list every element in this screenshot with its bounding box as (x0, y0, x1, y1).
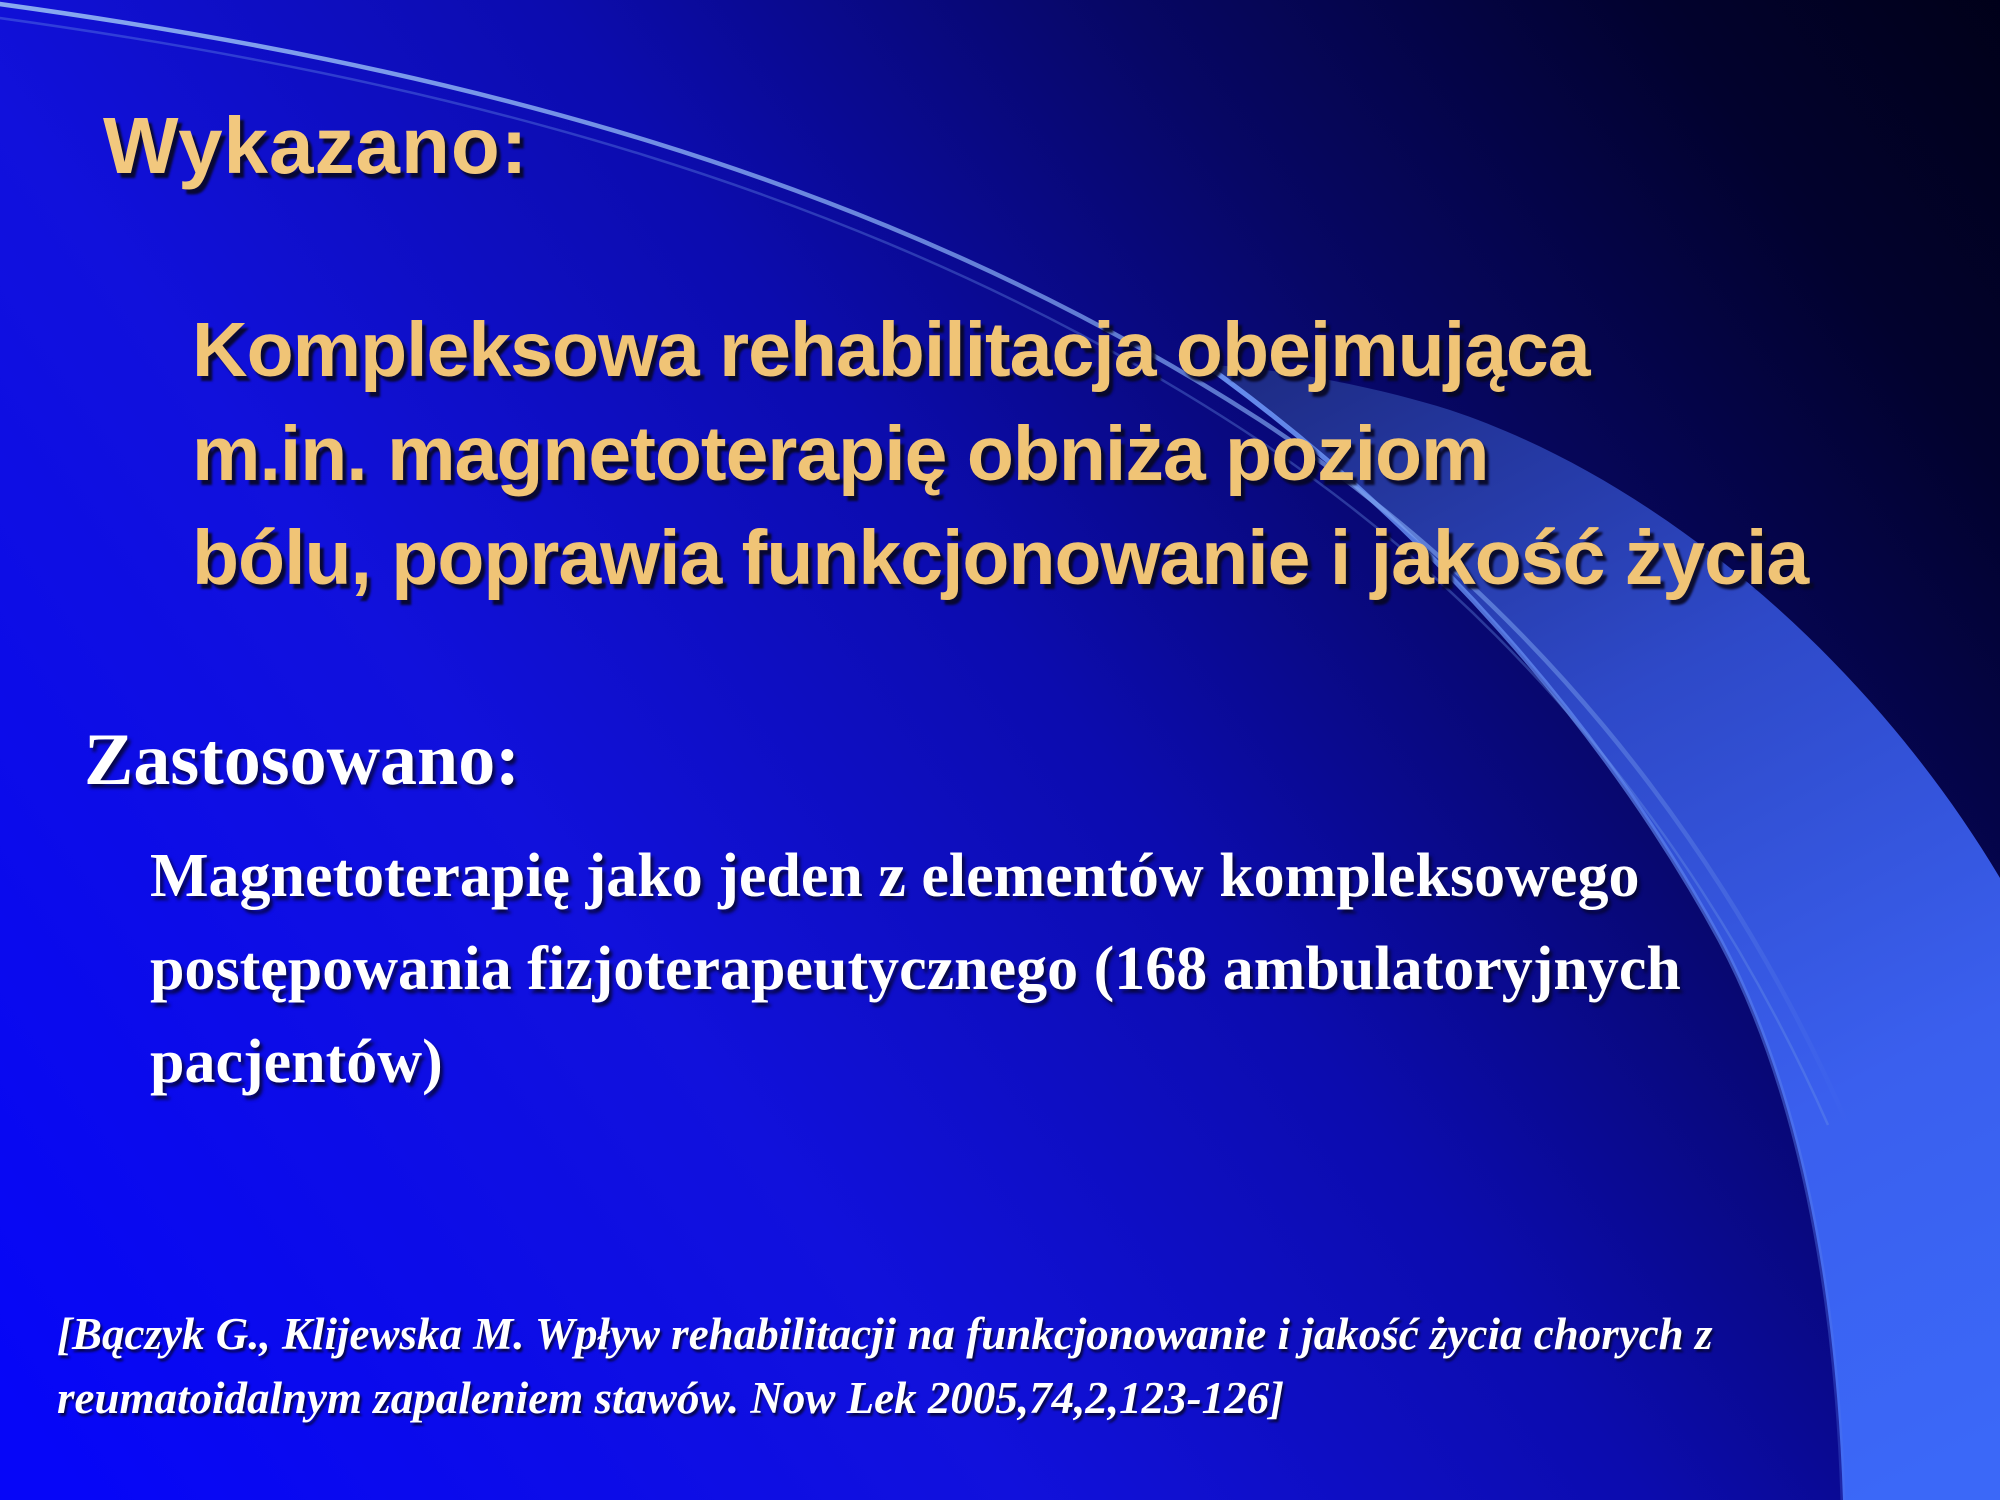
slide-subheading: Zastosowano: (84, 719, 520, 801)
highlight-line-2: m.in. magnetoterapię obniża poziom (192, 411, 1489, 497)
highlight-statement (192, 298, 1808, 610)
body-paragraph (150, 830, 1681, 1109)
highlight-line-3: bólu, poprawia funkcjonowanie i jakość życia (192, 515, 1809, 601)
slide-heading: Wykazano: (103, 101, 529, 190)
highlight-line-1: Kompleksowa rehabilitacja obejmująca (192, 307, 1590, 393)
body-line-1: Magnetoterapię jako jeden z elementów kompleksowego (150, 842, 1640, 910)
body-line-3: pacjentów) (150, 1028, 443, 1096)
citation-line-2: reumatoidalnym zapaleniem stawów. Now Lek 2005,74,2,123-126] (57, 1373, 1285, 1423)
body-line-2: postępowania fizjoterapeutycznego (168 ambulatoryjnych (150, 935, 1681, 1003)
citation (57, 1302, 1712, 1430)
citation-line-1: [Bączyk G., Klijewska M. Wpływ rehabilitacji na funkcjonowanie i jakość życia chorych z (57, 1309, 1713, 1359)
